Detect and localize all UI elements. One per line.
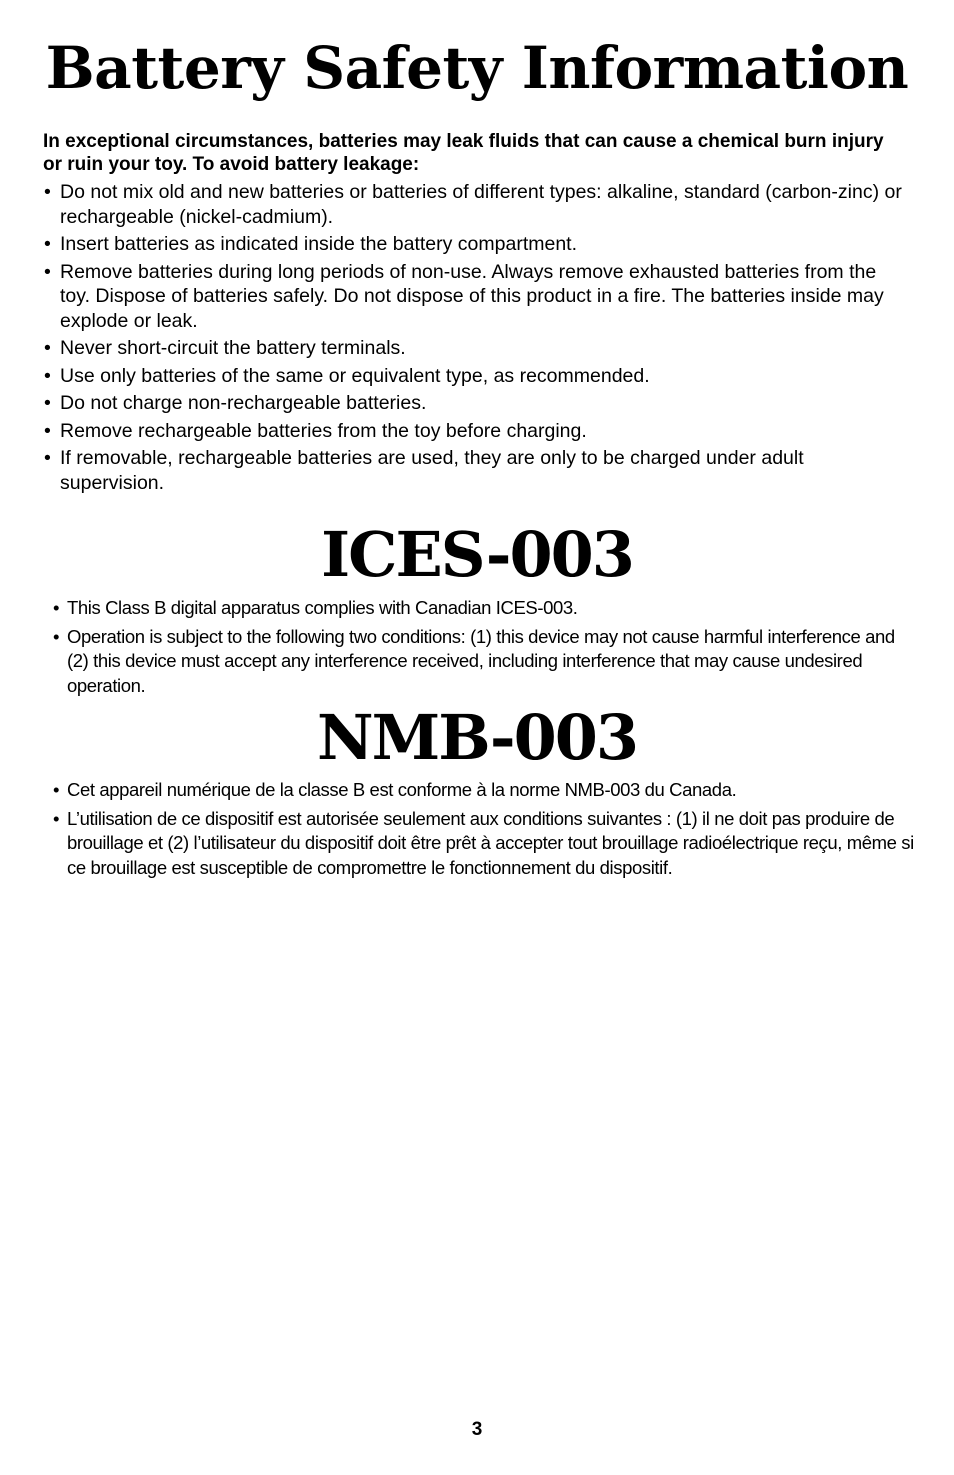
bullet-icon: •	[53, 807, 60, 829]
list-item-text: Never short-circuit the battery terminals.	[60, 337, 406, 359]
bullet-icon: •	[44, 260, 51, 283]
page-number: 3	[471, 1419, 483, 1440]
list-item-text: Remove rechargeable batteries from the toy before charging.	[60, 419, 587, 442]
bullet-icon: •	[44, 233, 51, 255]
list-item-text: L’utilisation de ce dispositif est autorisée seulement aux conditions suivantes : (1) il ne doit pas produire de brouillage et (2) l’utilisateur du dispositif doit être prêt à accepter tout brouillage radioélectrique reçu, même si ce brouillage est susceptible de compromettre le fonctionnement du dispositif.	[67, 807, 914, 878]
list-item	[44, 364, 910, 389]
list-item-text: Operation is subject to the following two conditions: (1) this device may not cause harmful interference and (2) this device must accept any interference received, including interference that may cause undesired operation.	[67, 625, 895, 696]
battery-safety-list	[44, 180, 910, 498]
list-item-text: Remove batteries during long periods of non-use. Always remove exhausted batteries from the toy. Dispose of batteries safely. Do not dispose of this product in a fire. The batteries inside may explode or leak.	[60, 260, 884, 332]
list-item	[44, 419, 910, 444]
bullet-icon: •	[44, 364, 51, 387]
list-item	[44, 391, 910, 416]
page-title: Battery Safety Information	[45, 34, 909, 102]
battery-intro: In exceptional circumstances, batteries may leak fluids that can cause a chemical burn injury or ruin your toy. To avoid battery leakage:	[43, 131, 884, 175]
list-item	[44, 446, 910, 495]
list-item	[44, 180, 910, 229]
bullet-icon: •	[44, 181, 51, 203]
list-item	[53, 625, 917, 699]
list-item-text: Use only batteries of the same or equivalent type, as recommended.	[60, 364, 650, 387]
list-item	[53, 596, 917, 621]
ices-heading: ICES-003	[321, 518, 633, 591]
list-item-text: If removable, rechargeable batteries are used, they are only to be charged under adult supervision.	[60, 447, 804, 494]
nmb-list	[53, 778, 917, 884]
list-item-text: This Class B digital apparatus complies with Canadian ICES-003.	[67, 597, 578, 618]
ices-list	[53, 596, 917, 702]
bullet-icon: •	[44, 447, 51, 469]
list-item-text: Cet appareil numérique de la classe B est conforme à la norme NMB-003 du Canada.	[67, 779, 737, 800]
list-item-text: Do not charge non-rechargeable batteries.	[60, 392, 427, 414]
bullet-icon: •	[44, 419, 51, 442]
bullet-icon: •	[53, 779, 60, 800]
bullet-icon: •	[44, 392, 51, 414]
list-item-text: Do not mix old and new batteries or batteries of different types: alkaline, standard (carbon-zinc) or rechargeable (nickel-cadmium).	[60, 181, 902, 228]
bullet-icon: •	[53, 625, 60, 647]
nmb-heading: NMB-003	[316, 701, 637, 774]
bullet-icon: •	[53, 597, 60, 618]
bullet-icon: •	[44, 337, 51, 359]
list-item	[44, 260, 910, 334]
list-item	[53, 778, 917, 803]
list-item	[44, 232, 910, 257]
list-item-text: Insert batteries as indicated inside the battery compartment.	[60, 233, 578, 255]
list-item	[44, 336, 910, 361]
list-item	[53, 807, 917, 881]
